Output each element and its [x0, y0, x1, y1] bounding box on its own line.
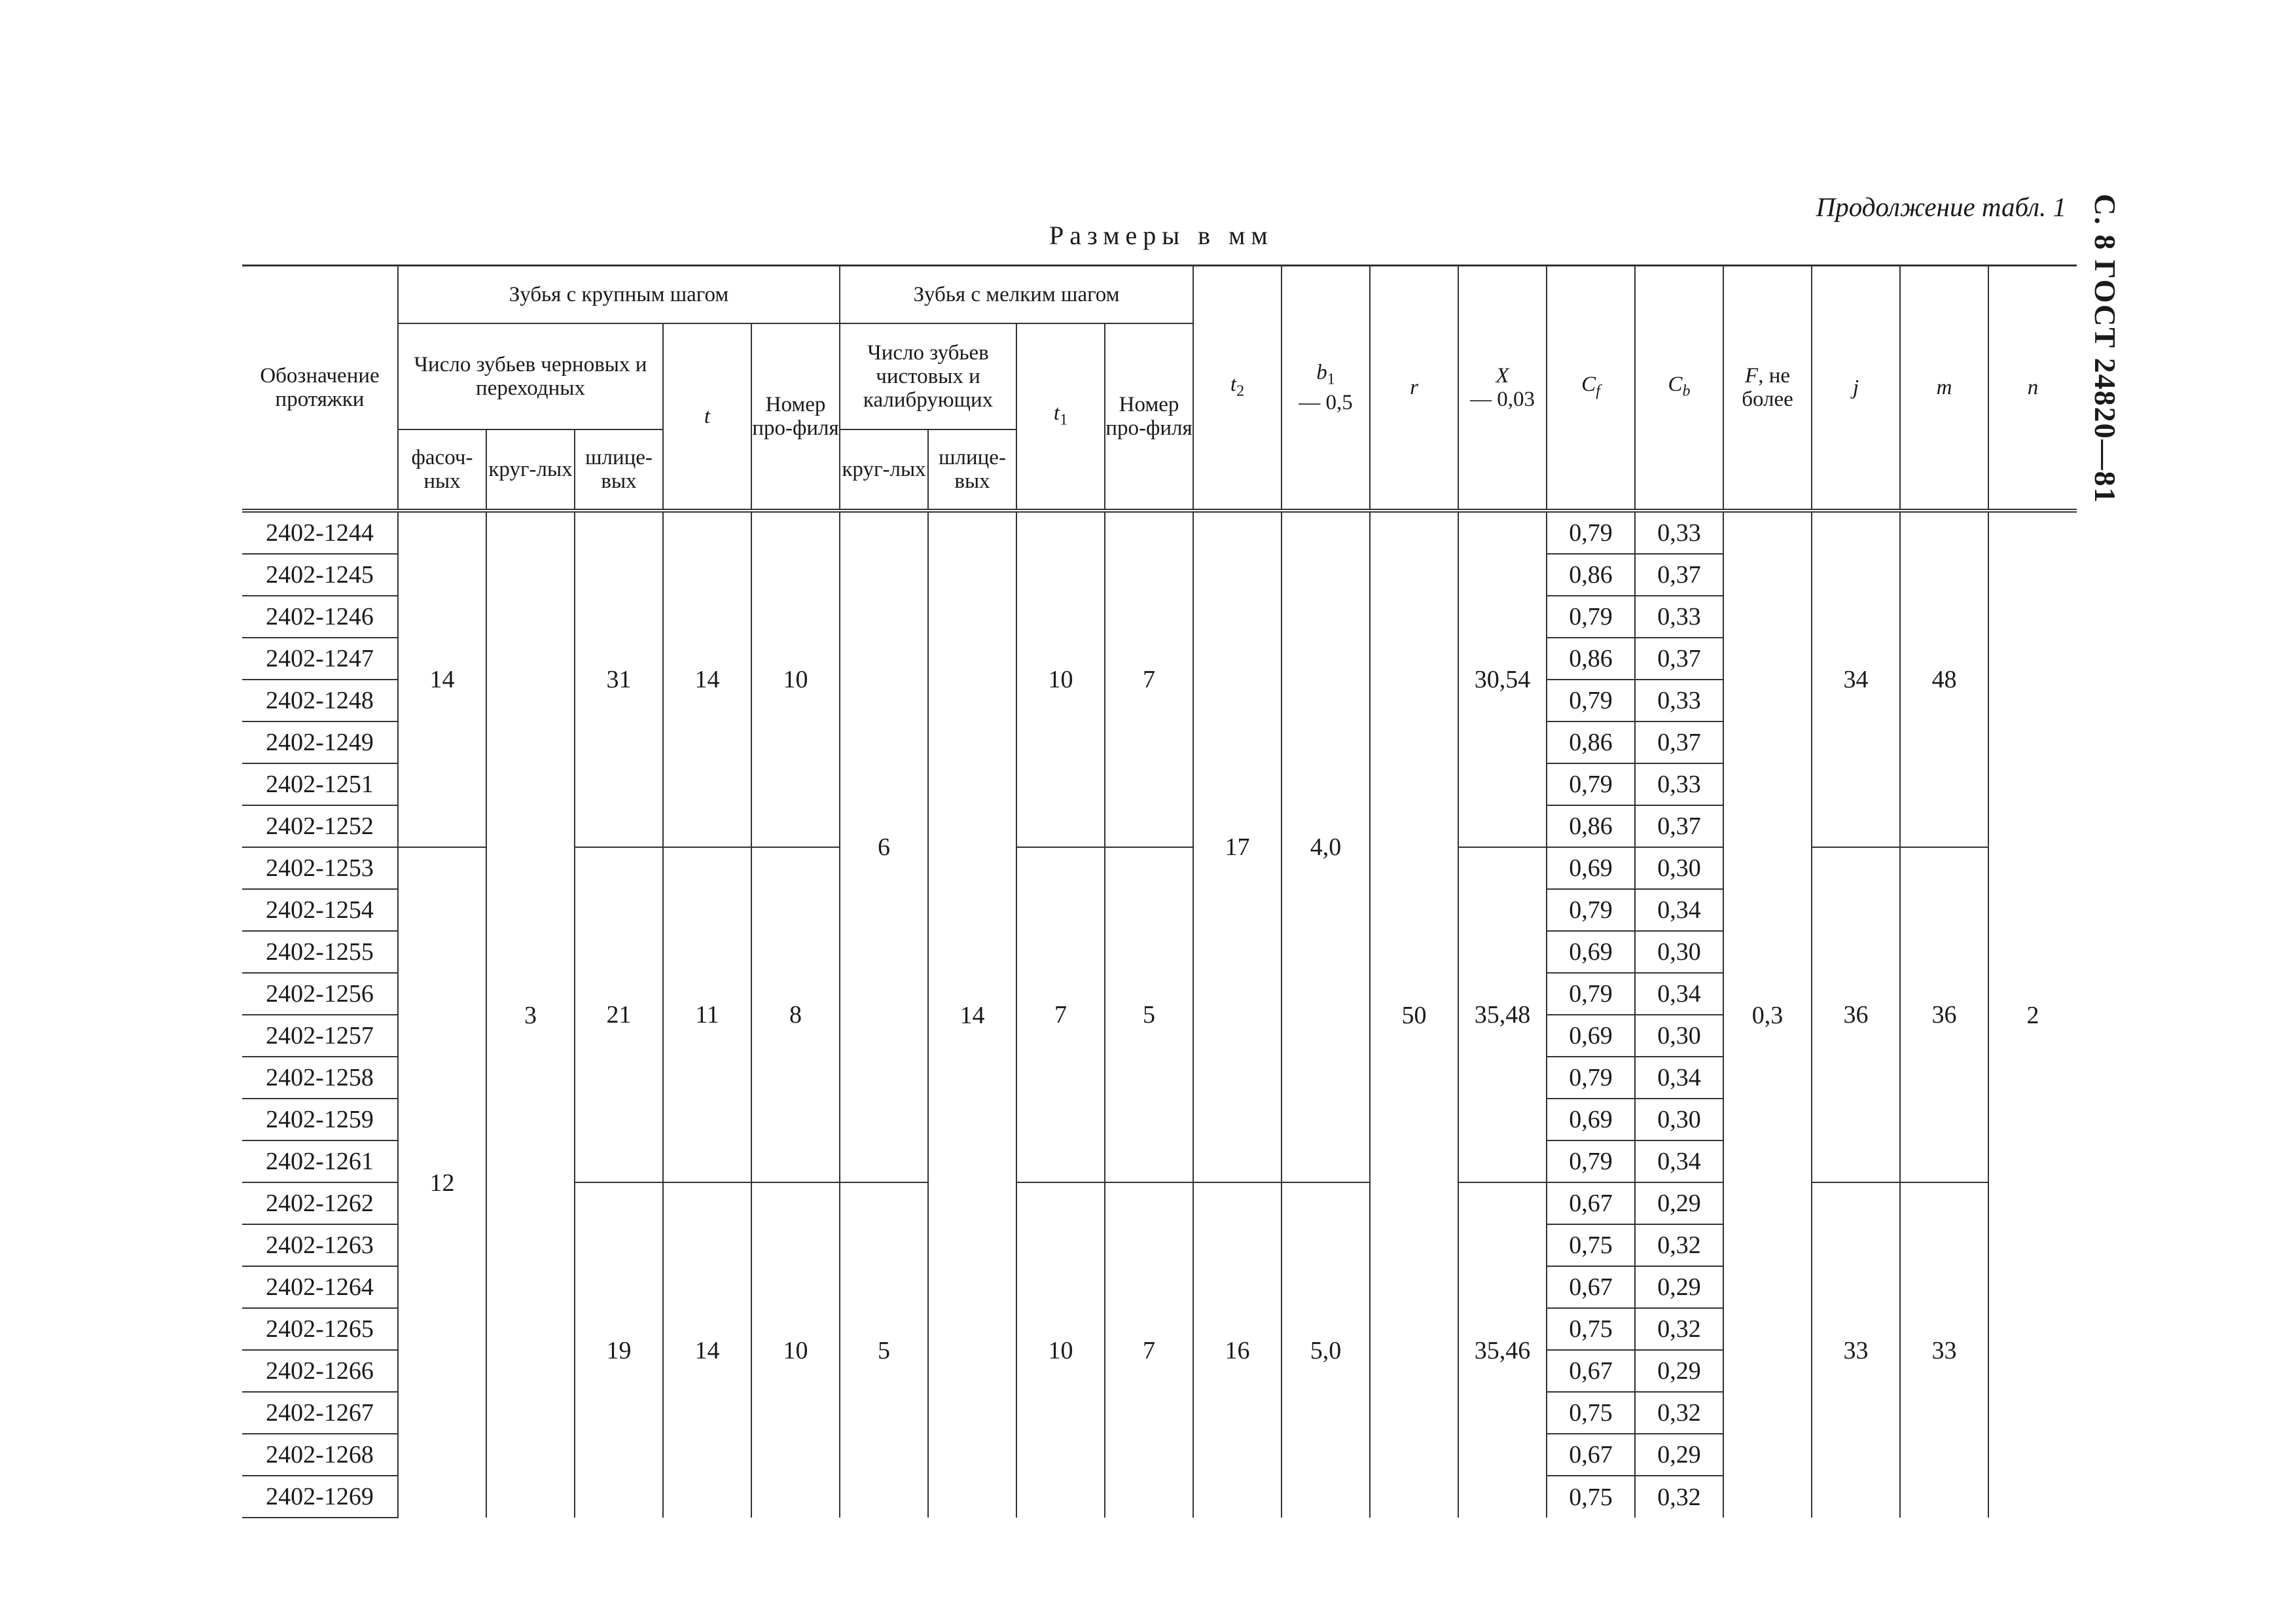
header-m: m [1900, 266, 1988, 511]
cell-x: 35,48 [1458, 847, 1547, 1182]
table-row [242, 511, 2077, 554]
cell-cb: 0,30 [1635, 847, 1723, 889]
cell-cb: 0,34 [1635, 889, 1723, 931]
cell-cb: 0,33 [1635, 596, 1723, 638]
cell-profile: 10 [751, 1182, 840, 1518]
cell-spline: 31 [575, 511, 663, 847]
cell-t2: 17 [1193, 511, 1282, 1182]
cell-cb: 0,32 [1635, 1392, 1723, 1434]
row-code: 2402-1251 [242, 763, 398, 805]
cell-cb: 0,34 [1635, 973, 1723, 1015]
header-cf: $C_f$ [1547, 266, 1635, 511]
cell-cf: 0,75 [1547, 1392, 1635, 1434]
cell-r: 50 [1370, 511, 1458, 1518]
table-body [242, 511, 2077, 1518]
row-code: 2402-1253 [242, 847, 398, 889]
header-designation: Обозначение протяжки [242, 266, 398, 511]
continuation-note: Продолжение табл. 1 [1816, 192, 2066, 222]
header-rough-count: Число зубьев черновых и переходных [398, 323, 663, 429]
row-code: 2402-1263 [242, 1224, 398, 1266]
cell-cf: 0,86 [1547, 638, 1635, 680]
cell-cf: 0,79 [1547, 596, 1635, 638]
cell-cb: 0,37 [1635, 805, 1723, 847]
cell-spline: 19 [575, 1182, 663, 1518]
cell-t: 14 [663, 511, 751, 847]
cell-cf: 0,86 [1547, 805, 1635, 847]
cell-t: 11 [663, 847, 751, 1182]
cell-round: 3 [486, 511, 575, 1518]
cell-cf: 0,79 [1547, 511, 1635, 554]
header-b1: $b_1$ — 0,5 [1282, 266, 1370, 511]
row-code: 2402-1261 [242, 1140, 398, 1182]
row-code: 2402-1258 [242, 1057, 398, 1099]
cell-cf: 0,79 [1547, 1140, 1635, 1182]
cell-chamfer: 12 [398, 847, 486, 1518]
row-code: 2402-1255 [242, 931, 398, 973]
cell-cf: 0,69 [1547, 1015, 1635, 1057]
cell-m: 36 [1900, 847, 1988, 1182]
row-code: 2402-1265 [242, 1308, 398, 1350]
cell-profile-fine: 5 [1105, 847, 1193, 1182]
header-cb: $C_b$ [1635, 266, 1723, 511]
cell-fine-spline: 14 [928, 511, 1016, 1518]
cell-cf: 0,79 [1547, 763, 1635, 805]
cell-j: 33 [1812, 1182, 1900, 1518]
cell-cb: 0,32 [1635, 1476, 1723, 1518]
cell-profile-fine: 7 [1105, 511, 1193, 847]
row-code: 2402-1254 [242, 889, 398, 931]
cell-t1: 10 [1016, 1182, 1105, 1518]
header-round: круг-лых [486, 429, 575, 511]
cell-n: 2 [1988, 511, 2077, 1518]
row-code: 2402-1248 [242, 680, 398, 721]
cell-cf: 0,79 [1547, 889, 1635, 931]
cell-b1: 4,0 [1282, 511, 1370, 1182]
cell-j: 36 [1812, 847, 1900, 1182]
cell-cf: 0,86 [1547, 721, 1635, 763]
cell-spline: 21 [575, 847, 663, 1182]
header-fine-round: круг-лых [840, 429, 928, 511]
row-code: 2402-1262 [242, 1182, 398, 1224]
cell-cf: 0,67 [1547, 1350, 1635, 1392]
broach-dimensions-table [242, 264, 2077, 1518]
cell-t1: 10 [1016, 511, 1105, 847]
cell-cb: 0,32 [1635, 1308, 1723, 1350]
cell-x: 35,46 [1458, 1182, 1547, 1518]
cell-cb: 0,29 [1635, 1350, 1723, 1392]
header-t2: $t_2$ [1193, 266, 1282, 511]
units-caption: Размеры в мм [1049, 221, 1274, 250]
cell-cb: 0,33 [1635, 511, 1723, 554]
cell-m: 48 [1900, 511, 1988, 847]
row-code: 2402-1249 [242, 721, 398, 763]
cell-cf: 0,86 [1547, 554, 1635, 596]
header-x: X — 0,03 [1458, 266, 1547, 511]
cell-cb: 0,30 [1635, 931, 1723, 973]
header-f: F, не более [1723, 266, 1812, 511]
header-profile-no-fine: Номер про-филя [1105, 323, 1193, 511]
row-code: 2402-1244 [242, 511, 398, 554]
row-code: 2402-1267 [242, 1392, 398, 1434]
row-code: 2402-1264 [242, 1266, 398, 1308]
cell-cf: 0,79 [1547, 1057, 1635, 1099]
cell-cb: 0,37 [1635, 554, 1723, 596]
header-fine-spline: шлице-вых [928, 429, 1016, 511]
header-finish-count: Число зубьев чистовых и калибрующих [840, 323, 1016, 429]
cell-cf: 0,67 [1547, 1182, 1635, 1224]
row-code: 2402-1257 [242, 1015, 398, 1057]
cell-cb: 0,34 [1635, 1140, 1723, 1182]
cell-cf: 0,79 [1547, 973, 1635, 1015]
row-code: 2402-1269 [242, 1476, 398, 1518]
cell-f: 0,3 [1723, 511, 1812, 1518]
cell-profile: 10 [751, 511, 840, 847]
cell-m: 33 [1900, 1182, 1988, 1518]
cell-b1: 5,0 [1282, 1182, 1370, 1518]
cell-t1: 7 [1016, 847, 1105, 1182]
cell-cb: 0,30 [1635, 1015, 1723, 1057]
cell-fine-round: 5 [840, 1182, 928, 1518]
row-code: 2402-1245 [242, 554, 398, 596]
header-chamfer: фасоч-ных [398, 429, 486, 511]
cell-cf: 0,75 [1547, 1224, 1635, 1266]
cell-cf: 0,75 [1547, 1308, 1635, 1350]
cell-cb: 0,29 [1635, 1434, 1723, 1476]
row-code: 2402-1246 [242, 596, 398, 638]
header-profile-no: Номер про-филя [751, 323, 840, 511]
row-code: 2402-1256 [242, 973, 398, 1015]
row-code: 2402-1252 [242, 805, 398, 847]
cell-cf: 0,67 [1547, 1434, 1635, 1476]
cell-chamfer: 14 [398, 511, 486, 847]
cell-t: 14 [663, 1182, 751, 1518]
cell-cb: 0,37 [1635, 638, 1723, 680]
cell-x: 30,54 [1458, 511, 1547, 847]
cell-cf: 0,69 [1547, 931, 1635, 973]
cell-cb: 0,32 [1635, 1224, 1723, 1266]
cell-fine-round: 6 [840, 511, 928, 1182]
cell-cb: 0,29 [1635, 1266, 1723, 1308]
header-n: n [1988, 266, 2077, 511]
cell-cf: 0,67 [1547, 1266, 1635, 1308]
cell-cb: 0,33 [1635, 680, 1723, 721]
cell-profile-fine: 7 [1105, 1182, 1193, 1518]
page-standard-title: С. 8 ГОСТ 24820—81 [2089, 194, 2122, 504]
cell-j: 34 [1812, 511, 1900, 847]
header-j: j [1812, 266, 1900, 511]
cell-cb: 0,29 [1635, 1182, 1723, 1224]
cell-cf: 0,69 [1547, 847, 1635, 889]
cell-cb: 0,33 [1635, 763, 1723, 805]
cell-cf: 0,69 [1547, 1099, 1635, 1140]
row-code: 2402-1259 [242, 1099, 398, 1140]
row-code: 2402-1247 [242, 638, 398, 680]
header-fine-group: Зубья с мелким шагом [840, 266, 1193, 324]
cell-cb: 0,30 [1635, 1099, 1723, 1140]
header-coarse-group: Зубья с крупным шагом [398, 266, 840, 324]
cell-profile: 8 [751, 847, 840, 1182]
cell-cb: 0,37 [1635, 721, 1723, 763]
header-t: t [663, 323, 751, 511]
header-spline: шлице-вых [575, 429, 663, 511]
row-code: 2402-1266 [242, 1350, 398, 1392]
header-t1: $t_1$ [1016, 323, 1105, 511]
cell-cf: 0,75 [1547, 1476, 1635, 1518]
table-header [242, 266, 2077, 511]
cell-cf: 0,79 [1547, 680, 1635, 721]
cell-cb: 0,34 [1635, 1057, 1723, 1099]
header-r: r [1370, 266, 1458, 511]
cell-t2: 16 [1193, 1182, 1282, 1518]
row-code: 2402-1268 [242, 1434, 398, 1476]
